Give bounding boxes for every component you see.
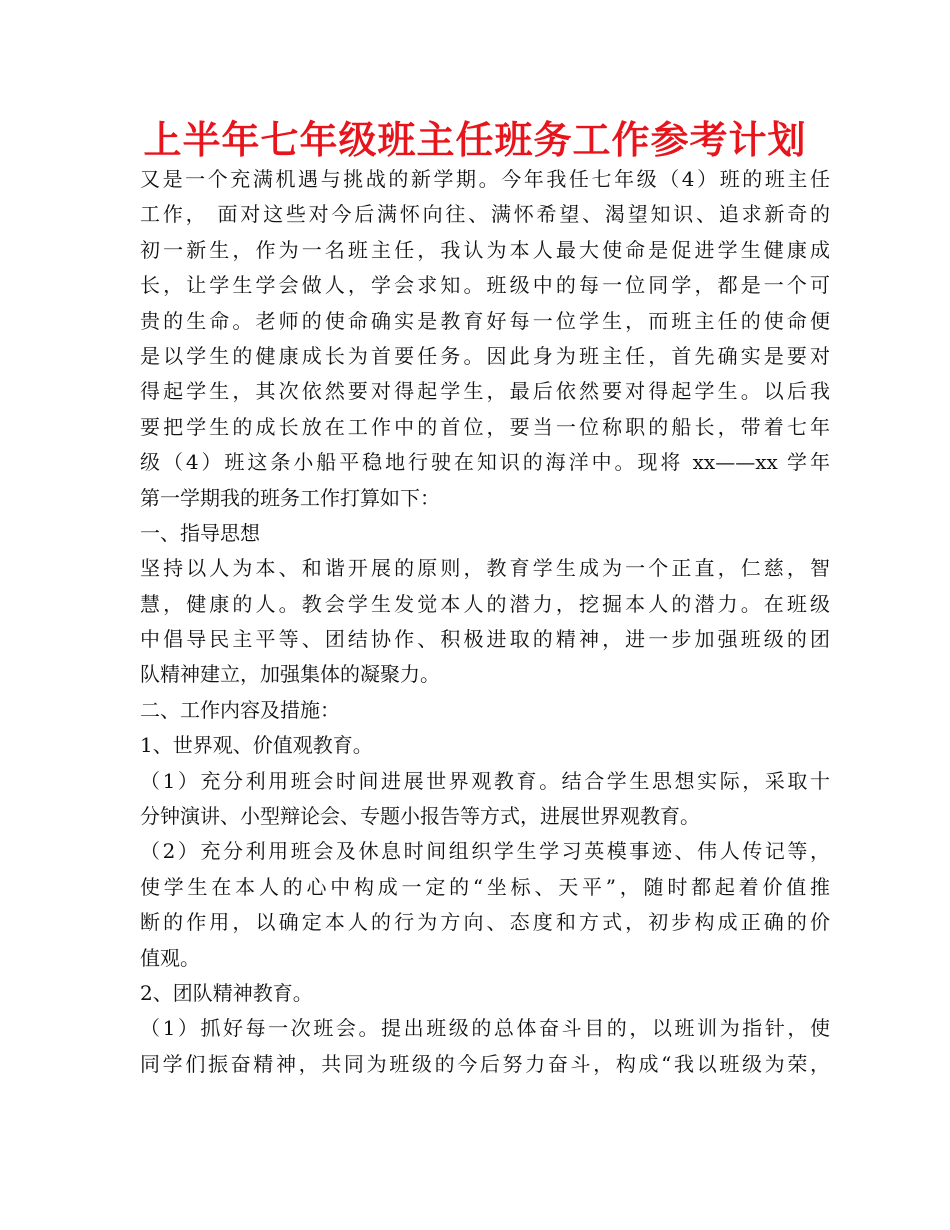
subsection-heading: 1、世界观、价值观教育。 xyxy=(140,733,373,758)
subsection-heading: 2、团队精神教育。 xyxy=(140,980,313,1005)
text-line: 是以学生的健康成长为首要任务。因此身为班主任，首先确实是要对 xyxy=(140,343,830,368)
text-line: 坚持以人为本、和谐开展的原则，教育学生成为一个正直，仁慈，智 xyxy=(140,556,830,581)
text-line: 又是一个充满机遇与挑战的新学期。今年我任七年级（4）班的班主任 xyxy=(140,167,830,191)
section-heading: 一、指导思想 xyxy=(140,520,260,545)
text-line: 工作， 面对这些对今后满怀向往、满怀希望、渴望知识、追求新奇的 xyxy=(140,202,830,227)
text-line: 断的作用，以确定本人的行为方向、态度和方式，初步构成正确的价 xyxy=(140,910,830,935)
text-line: 得起学生，其次依然要对得起学生，最后依然要对得起学生。以后我 xyxy=(140,379,830,404)
text-line: （1）充分利用班会时间进展世界观教育。结合学生思想实际，采取十 xyxy=(140,768,830,793)
text-line: 慧，健康的人。教会学生发觉本人的潜力，挖掘本人的潜力。在班级 xyxy=(140,591,830,616)
document-title: 上半年七年级班主任班务工作参考计划 xyxy=(143,118,807,162)
text-line: 同学们振奋精神，共同为班级的今后努力奋斗，构成“我以班级为荣， xyxy=(140,1051,830,1076)
text-line: 队精神建立，加强集体的凝聚力。 xyxy=(140,662,440,687)
text-line: 贵的生命。老师的使命确实是教育好每一位学生，而班主任的使命便 xyxy=(140,308,830,333)
text-line: 级（4）班这条小船平稳地行驶在知识的海洋中。现将 xx——xx 学年 xyxy=(140,450,830,475)
section-heading: 二、工作内容及措施： xyxy=(140,697,340,722)
text-line: 初一新生，作为一名班主任，我认为本人最大使命是促进学生健康成 xyxy=(140,237,830,262)
text-line: 长，让学生学会做人，学会求知。班级中的每一位同学，都是一个可 xyxy=(140,273,830,298)
text-line: 使学生在本人的心中构成一定的“坐标、天平”，随时都起着价值推 xyxy=(140,874,830,899)
text-line: 分钟演讲、小型辩论会、专题小报告等方式，进展世界观教育。 xyxy=(140,804,700,829)
text-line: （2）充分利用班会及休息时间组织学生学习英模事迹、伟人传记等， xyxy=(140,839,830,864)
text-line: 中倡导民主平等、团结协作、积极进取的精神，进一步加强班级的团 xyxy=(140,627,830,652)
document-body xyxy=(140,162,830,1082)
text-line: 要把学生的成长放在工作中的首位，要当一位称职的船长，带着七年 xyxy=(140,414,830,439)
text-line: 第一学期我的班务工作打算如下： xyxy=(140,485,440,510)
text-line: 值观。 xyxy=(140,945,200,970)
text-line: （1）抓好每一次班会。提出班级的总体奋斗目的，以班训为指针，使 xyxy=(140,1016,830,1041)
